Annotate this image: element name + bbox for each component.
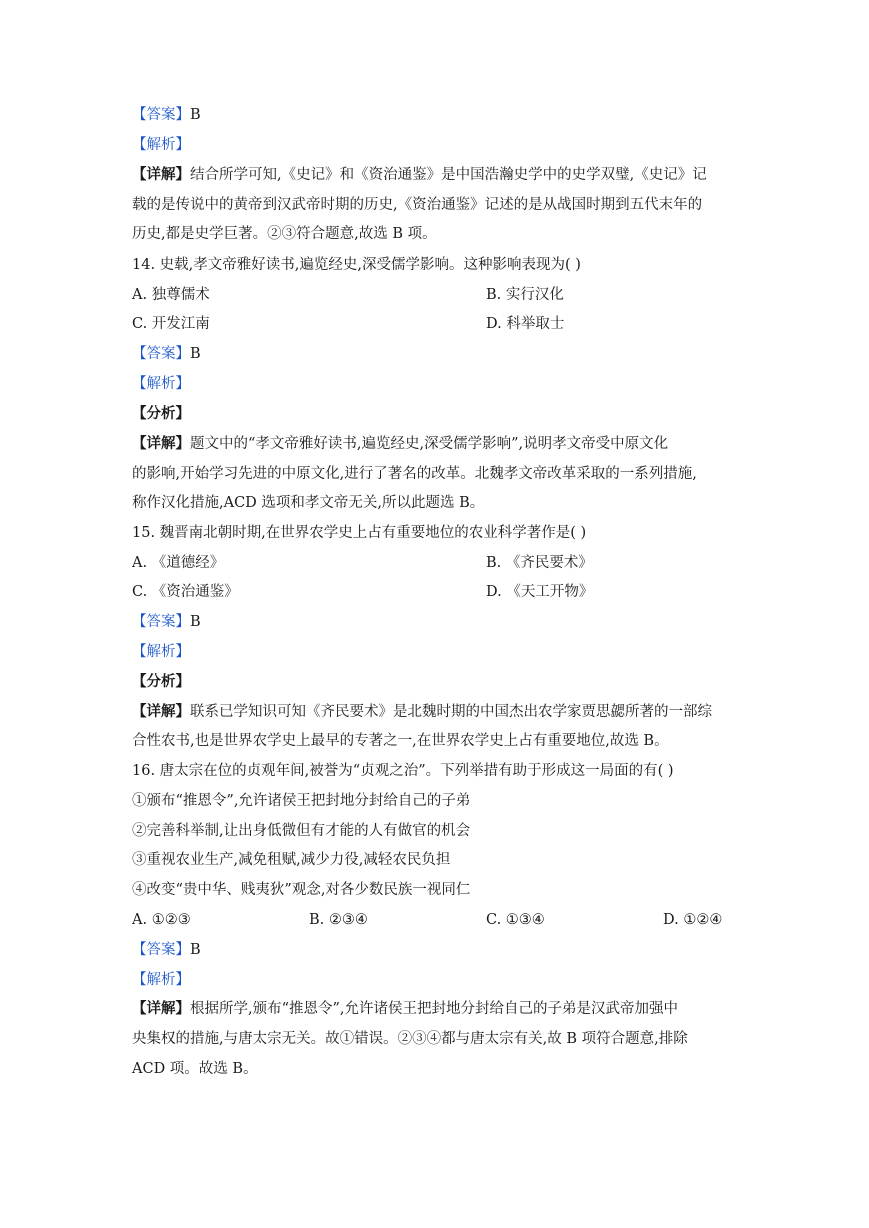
answer-value: B — [190, 107, 201, 123]
q16-option-b: B. ②③④ — [309, 912, 368, 928]
q13-detail-line-2: 载的是传说中的黄帝到汉武帝时期的历史,《资治通鉴》记述的是从战国时期到五代末年的 — [132, 197, 703, 213]
fenxi-label: 【分析】 — [132, 405, 190, 422]
analysis-label: 【解析】 — [132, 376, 190, 392]
q16-stem: 16. 唐太宗在位的贞观年间,被誉为“贞观之治”。下列举措有助于形成这一局面的有( ) — [132, 763, 674, 779]
q13-detail-line-3: 历史,都是史学巨著。②③符合题意,故选 B 项。 — [132, 226, 437, 242]
q16-option-d: D. ①②④ — [663, 912, 723, 928]
detail-text: 题文中的“孝文帝雅好读书,遍览经史,深受儒学影响”,说明孝文帝受中原文化 — [190, 436, 669, 452]
q15-analysis-line — [132, 642, 190, 662]
q16-detail-line-3: ACD 项。故选 B。 — [132, 1061, 258, 1077]
analysis-label: 【解析】 — [132, 137, 190, 153]
q13-answer-line — [132, 105, 201, 125]
q15-option-b: B. 《齐民要术》 — [486, 555, 593, 571]
answer-label: 【答案】 — [132, 614, 190, 630]
analysis-label: 【解析】 — [132, 972, 190, 988]
detail-label: 【详解】 — [132, 1000, 190, 1017]
q16-item-3: ③重视农业生产,减免租赋,减少力役,减轻农民负担 — [132, 852, 451, 868]
answer-value: B — [190, 614, 201, 630]
q14-option-b: B. 实行汉化 — [486, 287, 564, 303]
q14-detail-line-3: 称作汉化措施,ACD 选项和孝文帝无关,所以此题选 B。 — [132, 495, 485, 511]
q14-option-a: A. 独尊儒术 — [132, 287, 210, 303]
answer-label: 【答案】 — [132, 107, 190, 123]
q16-detail-line-1 — [132, 999, 678, 1019]
detail-text: 结合所学可知,《史记》和《资治通鉴》是中国浩瀚史学中的史学双璧,《史记》记 — [190, 167, 707, 183]
analysis-label: 【解析】 — [132, 644, 190, 660]
answer-value: B — [190, 346, 201, 362]
q14-answer-line — [132, 344, 201, 364]
q16-item-4: ④改变“贵中华、贱夷狄”观念,对各少数民族一视同仁 — [132, 882, 471, 898]
q14-detail-line-1 — [132, 434, 668, 454]
answer-label: 【答案】 — [132, 942, 190, 958]
q15-option-c: C. 《资治通鉴》 — [132, 584, 239, 600]
detail-label: 【详解】 — [132, 435, 190, 452]
q16-detail-line-2: 央集权的措施,与唐太宗无关。故①错误。②③④都与唐太宗有关,故 B 项符合题意,排除 — [132, 1031, 688, 1047]
q15-stem: 15. 魏晋南北朝时期,在世界农学史上占有重要地位的农业科学著作是( ) — [132, 525, 587, 541]
q15-answer-line — [132, 612, 201, 632]
q14-option-c: C. 开发江南 — [132, 316, 210, 332]
q15-fenxi-line — [132, 672, 190, 692]
q15-detail-line-2: 合性农书,也是世界农学史上最早的专著之一,在世界农学史上占有重要地位,故选 B。 — [132, 733, 669, 749]
detail-label: 【详解】 — [132, 166, 190, 183]
q14-stem: 14. 史载,孝文帝雅好读书,遍览经史,深受儒学影响。这种影响表现为( ) — [132, 257, 581, 273]
answer-label: 【答案】 — [132, 346, 190, 362]
detail-label: 【详解】 — [132, 703, 190, 720]
q16-answer-line — [132, 940, 201, 960]
q14-detail-line-2: 的影响,开始学习先进的中原文化,进行了著名的改革。北魏孝文帝改革采取的一系列措施, — [132, 466, 697, 482]
q14-fenxi-line — [132, 404, 190, 424]
q16-item-2: ②完善科举制,让出身低微但有才能的人有做官的机会 — [132, 823, 471, 839]
detail-text: 根据所学,颁布“推恩令”,允许诸侯王把封地分封给自己的子弟是汉武帝加强中 — [190, 1001, 679, 1017]
detail-text: 联系已学知识可知《齐民要术》是北魏时期的中国杰出农学家贾思勰所著的一部综 — [190, 704, 712, 720]
q14-option-d: D. 科举取士 — [486, 316, 565, 332]
q13-detail-line-1 — [132, 165, 707, 185]
q16-option-c: C. ①③④ — [486, 912, 545, 928]
q15-option-a: A. 《道德经》 — [132, 555, 225, 571]
q16-analysis-line — [132, 970, 190, 990]
q15-option-d: D. 《天工开物》 — [486, 584, 594, 600]
q16-item-1: ①颁布“推恩令”,允许诸侯王把封地分封给自己的子弟 — [132, 793, 471, 809]
fenxi-label: 【分析】 — [132, 673, 190, 690]
q15-detail-line-1 — [132, 702, 712, 722]
q13-analysis-line — [132, 135, 190, 155]
q14-analysis-line — [132, 374, 190, 394]
q16-option-a: A. ①②③ — [132, 912, 191, 928]
answer-value: B — [190, 942, 201, 958]
